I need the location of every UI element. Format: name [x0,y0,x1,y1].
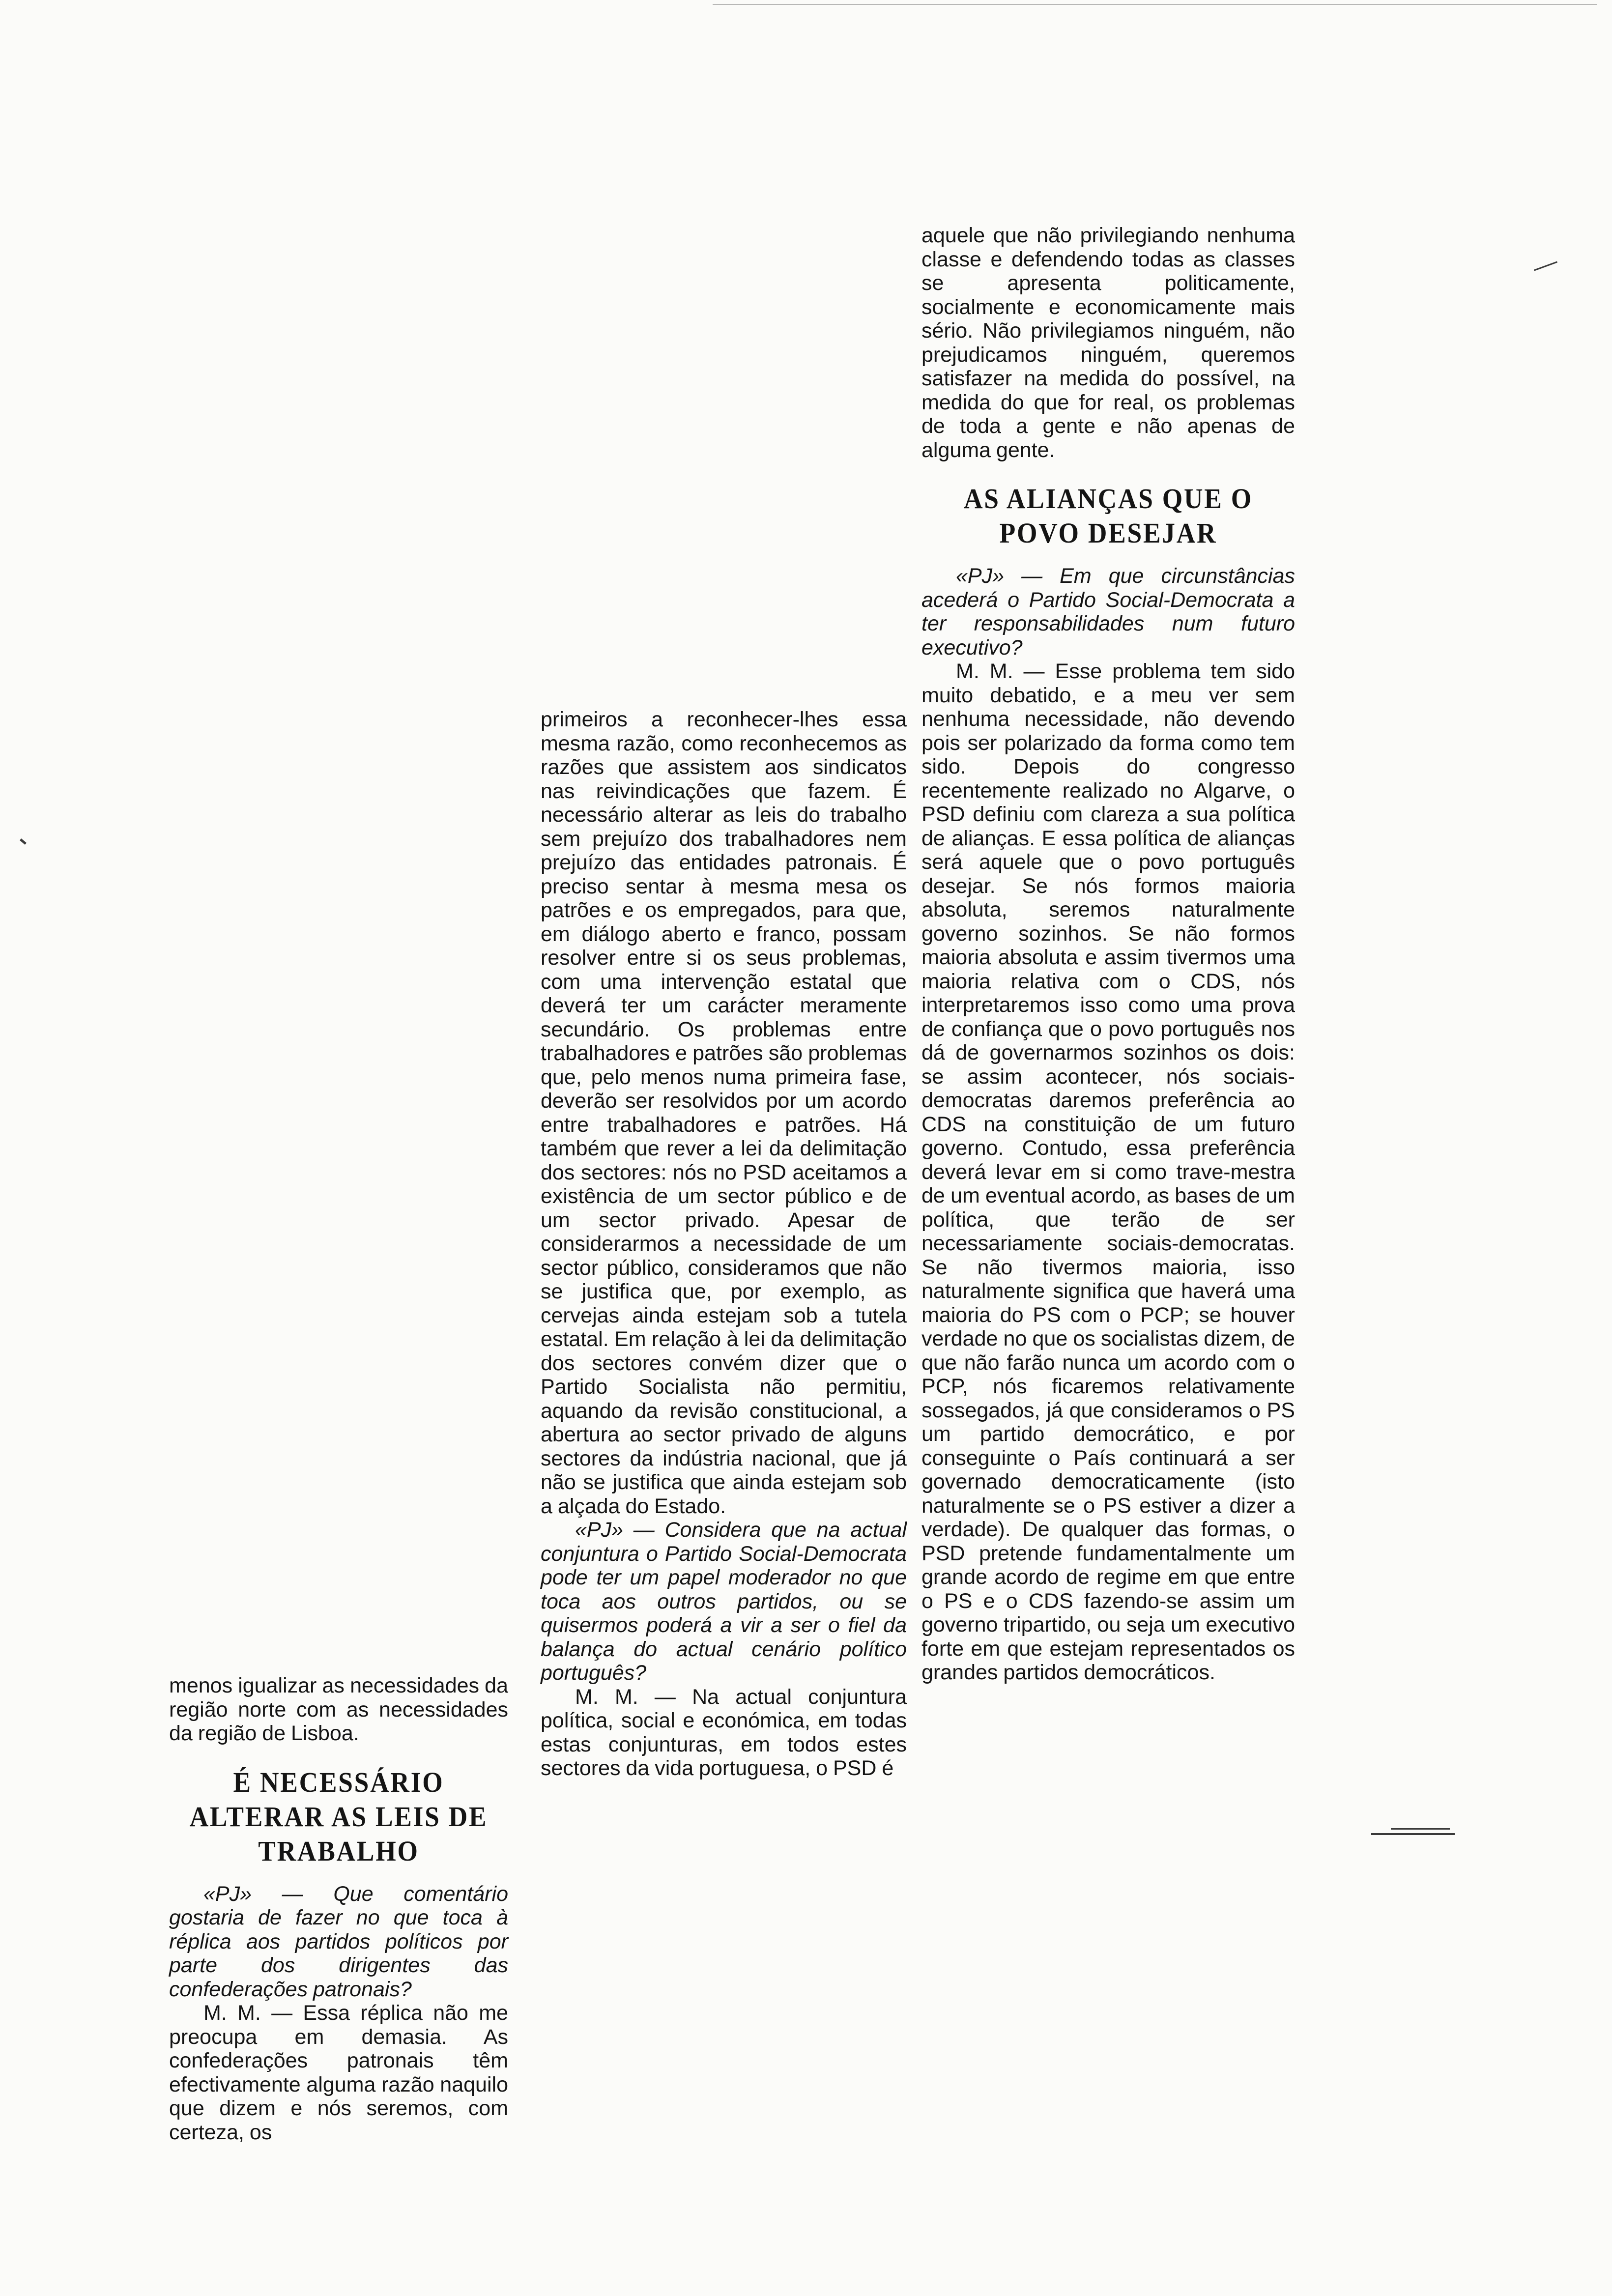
section-heading: É NECESSÁRIO ALTERAR AS LEIS DE TRABALHO [189,1766,488,1867]
scan-mark [1371,1833,1455,1835]
scan-mark [1534,261,1557,271]
section-heading: AS ALIANÇAS QUE O POVO DESEJAR [963,483,1253,549]
body-paragraph: primeiros a reconhecer-lhes essa mesma razão, como reconhecemos as razões que assistem aos sindicatos nas reivindicações que fazem. É necessário alterar as leis do trabalho sem prejuízo dos trabalhadores nem prejuízo das entidades patronais. É preciso sentar à mesma mesa os patrões e os empregados, para que, em diálogo aberto e franco, possam resolver entre si os seus problemas, com uma intervenção estatal que deverá ter um carácter meramente secundário. Os problemas entre trabalhadores e patrões são problemas que, pelo menos numa primeira fase, deverão ser resolvidos por um acordo entre trabalhadores e patrões. Há também que rever a lei da delimitação dos sectores: nós no PSD aceitamos a existência de um sector público e de um sector privado. Apesar de considerarmos a necessidade de um sector público, consideramos que não se justifica que, por exemplo, as cervejas ainda estejam sob a tutela estatal. Em relação à lei da delimitação dos sectores convém dizer que o Partido Socialista não permitiu, aquando da revisão constitucional, a abertura ao sector privado de alguns sectores da indústria nacional, que já não se justifica que ainda estejam sob a alçada do Estado. [541,708,907,1518]
article-column-1 [169,1674,508,2144]
scan-mark [1391,1828,1450,1830]
interview-question: «PJ» — Que comentário gostaria de fazer no que toca à réplica aos partidos políticos por parte dos dirigentes das confederações patronais? [169,1882,508,2001]
interview-answer: M. M. — Essa réplica não me preocupa em demasia. As confederações patronais têm efectivamente alguma razão naquilo que dizem e nós seremos, com certeza, os [169,2001,508,2144]
scan-mark [20,838,27,845]
interview-question: «PJ» — Considera que na actual conjuntura o Partido Social-Democrata pode ter um papel moderador no que toca aos outros partidos, ou se quisermos poderá a vir a ser o fiel da balança do actual cenário político português? [541,1518,907,1685]
interview-question: «PJ» — Em que circunstâncias acederá o Partido Social-Democrata a ter responsabilidades num futuro executivo? [921,564,1295,660]
interview-answer: M. M. — Esse problema tem sido muito debatido, e a meu ver sem nenhuma necessidade, não devendo pois ser polarizado da forma como tem sido. Depois do congresso recentemente realizado no Algarve, o PSD definiu com clareza a sua política de alianças. E essa política de alianças será aquele que o povo português desejar. Se nós formos maioria absoluta, seremos naturalmente governo sozinhos. Se não formos maioria absoluta e assim tivermos uma maioria relativa com o CDS, nós interpretaremos isso como uma prova de confiança que o povo português nos dá de governarmos sozinhos os dois: se assim acontecer, nós sociais-democratas daremos preferência ao CDS na constituição de um futuro governo. Contudo, essa preferência deverá levar em si como trave-mestra de um eventual acordo, as bases de um política, que terão de ser necessariamente sociais-democratas. Se não tivermos maioria, isso naturalmente significa que haverá uma maioria do PS com o PCP; se houver verdade no que os socialistas dizem, de que não farão nunca um acordo com o PCP, nós ficaremos relativamente sossegados, já que consideramos o PS um partido democrático, e por conseguinte o País continuará a ser governado democraticamente (isto naturalmente se o PS estiver a dizer a verdade). De qualquer das formas, o PSD pretende fundamentalmente um grande acordo de regime em que entre o PS e o CDS fazendo-se assim um governo tripartido, ou seja um executivo forte em que estejam representados os grandes partidos democráticos. [921,660,1295,1684]
scan-mark [713,4,1597,5]
body-paragraph: aquele que não privilegiando nenhuma classe e defendendo todas as classes se apresenta politicamente, socialmente e economicamente mais sério. Não privilegiamos ninguém, não prejudicamos ninguém, queremos satisfazer na medida do possível, na medida do que for real, os problemas de toda a gente e não apenas de alguma gente. [921,224,1295,462]
article-column-3 [921,224,1295,1685]
body-paragraph: menos igualizar as necessidades da região norte com as necessidades da região de Lisboa. [169,1674,508,1745]
interview-answer: M. M. — Na actual conjuntura política, social e económica, em todas estas conjunturas, em todos estes sectores da vida portuguesa, o PSD é [541,1685,907,1780]
article-column-2 [541,708,907,1780]
